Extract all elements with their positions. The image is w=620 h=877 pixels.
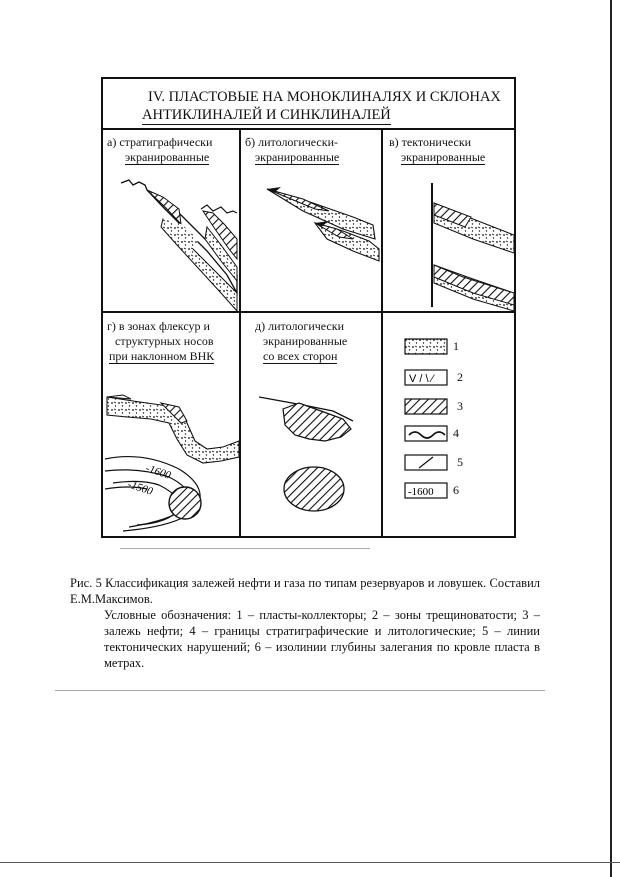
legend-num-4: 4 <box>453 426 459 440</box>
legend-num-3: 3 <box>457 399 463 413</box>
figure-caption <box>70 575 540 671</box>
classification-table <box>101 77 516 538</box>
header-line-2: АНТИКЛИНАЛЕЙ И СИНКЛИНАЛЕЙ <box>142 107 391 123</box>
figure-b <box>267 187 379 261</box>
cell-c-line1: в) тектонически <box>389 135 472 149</box>
contour-label-1500: -1500 <box>126 478 155 498</box>
header-line-1: IV. ПЛАСТОВЫЕ НА МОНОКЛИНАЛЯХ И СКЛОНАХ <box>148 89 501 105</box>
cell-a-line2: экранированные <box>125 150 210 164</box>
caption-title: Рис. 5 Классификация залежей нефти и газа по типам резервуаров и ловушек. Составил Е.М.Максимов. <box>70 576 540 606</box>
caption-legend: Условные обозначения: 1 – пласты-коллекторы; 2 – зоны трещиноватости; 3 – залежь нефти; 4 – границы стратиграфические и литологические; 5 – линии тектонических нарушений; 6 – изолинии глубины залегания по кровле пласта в метрах. <box>104 608 540 670</box>
legend-num-1: 1 <box>453 339 459 353</box>
cell-d-line1: г) в зонах флексур и <box>107 319 210 333</box>
legend-swatches <box>405 339 447 498</box>
contour-label-1600: -1600 <box>144 462 173 482</box>
legend-sample-6: -1600 <box>408 486 434 498</box>
legend-swatch-1 <box>405 339 447 354</box>
figure-d <box>105 395 239 531</box>
svg-text:V / \ ⁄: V / \ ⁄ <box>409 373 434 385</box>
cell-e-line3: со всех сторон <box>263 349 338 363</box>
figure-a <box>121 180 237 311</box>
figure-e <box>259 397 353 511</box>
cell-a-line1: а) стратиграфически <box>107 135 213 149</box>
legend-num-2: 2 <box>457 370 463 384</box>
cell-b-line2: экранированные <box>255 150 340 164</box>
page-edge-right <box>610 0 612 877</box>
legend-num-6: 6 <box>453 483 459 497</box>
figure-c <box>432 183 514 311</box>
separator-top <box>120 548 370 549</box>
page-edge-bottom <box>0 862 620 863</box>
legend-swatch-3 <box>405 399 447 414</box>
diagram-drawings <box>103 79 514 536</box>
legend-num-5: 5 <box>457 455 463 469</box>
cell-e-line2: экранированные <box>263 334 348 348</box>
cell-d-line2: структурных носов <box>115 334 214 348</box>
cell-b-line1: б) литологически- <box>245 135 339 149</box>
cell-d-line3: при наклонном ВНК <box>109 349 215 363</box>
cell-e-line1: д) литологически <box>255 319 345 333</box>
separator-bottom <box>55 690 545 691</box>
cell-c-line2: экранированные <box>401 150 486 164</box>
